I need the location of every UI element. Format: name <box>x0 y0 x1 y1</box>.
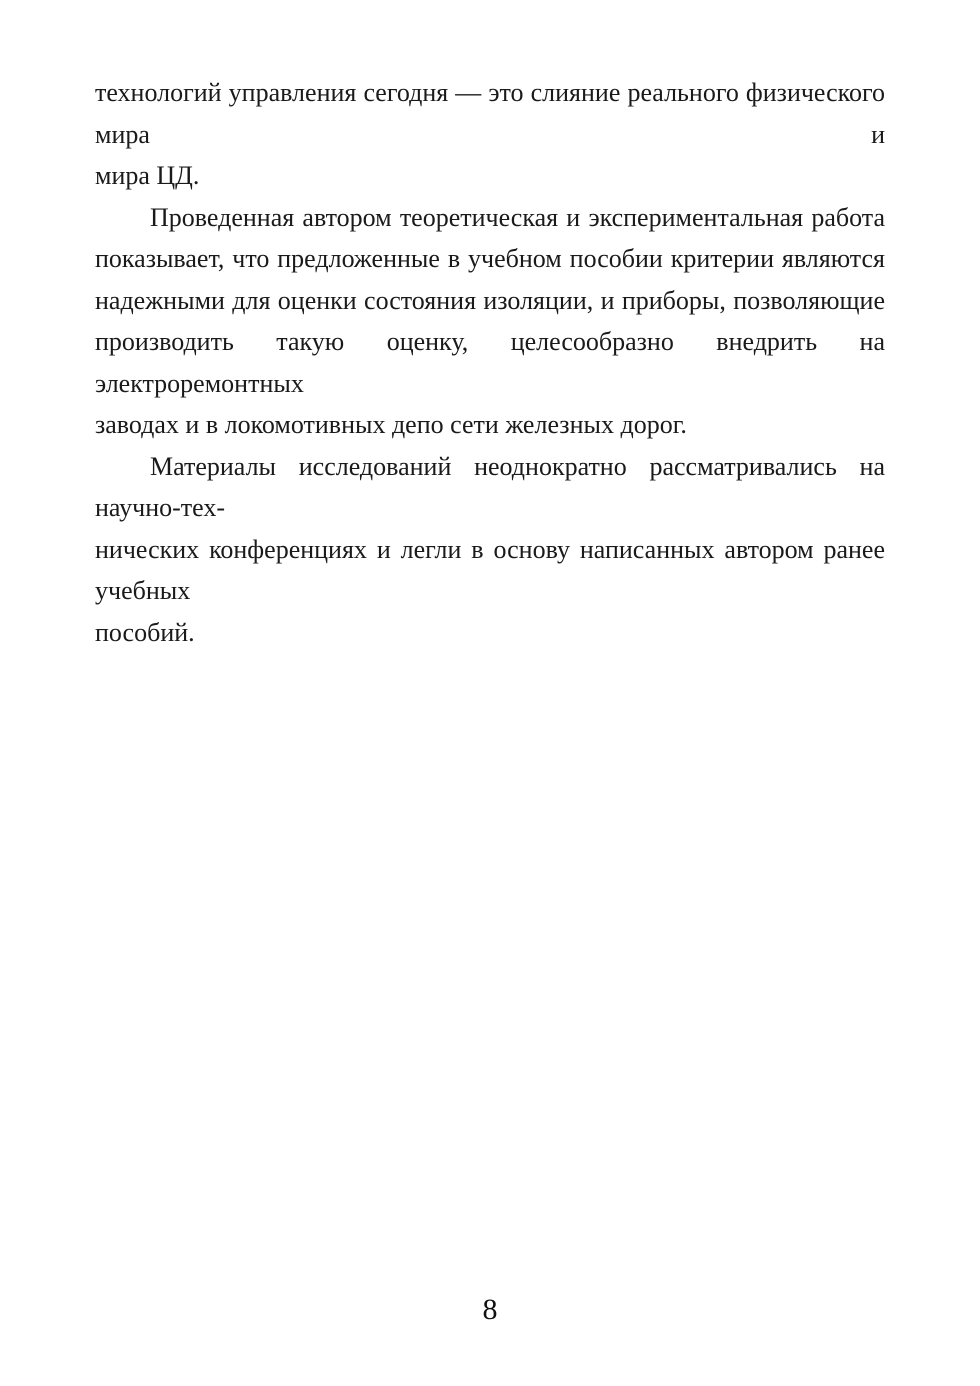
page-number: 8 <box>482 1293 498 1326</box>
body-text <box>95 72 885 653</box>
text-line: пособий. <box>95 617 195 647</box>
paragraph <box>95 197 885 446</box>
paragraph <box>95 446 885 654</box>
text-line: Материалы исследований неоднократно рассматривались на научно-тех- <box>95 451 885 522</box>
text-line: заводах и в локомотивных депо сети железных дорог. <box>95 410 687 439</box>
text-line: технологий управления сегодня — это слияние реального физического мира и <box>95 78 885 149</box>
paragraph <box>95 72 885 197</box>
text-line: надежными для оценки состояния изоляции, и приборы, позволяющие <box>95 285 885 315</box>
text-line: производить такую оценку, целесообразно внедрить на электроремонтных <box>95 327 885 398</box>
text-line: нических конференциях и легли в основу написанных автором ранее учебных <box>95 534 885 605</box>
text-line: показывает, что предложенные в учебном пособии критерии являются <box>95 244 885 273</box>
text-line: Проведенная автором теоретическая и экспериментальная работа <box>150 202 885 232</box>
text-line: мира ЦД. <box>95 161 200 190</box>
